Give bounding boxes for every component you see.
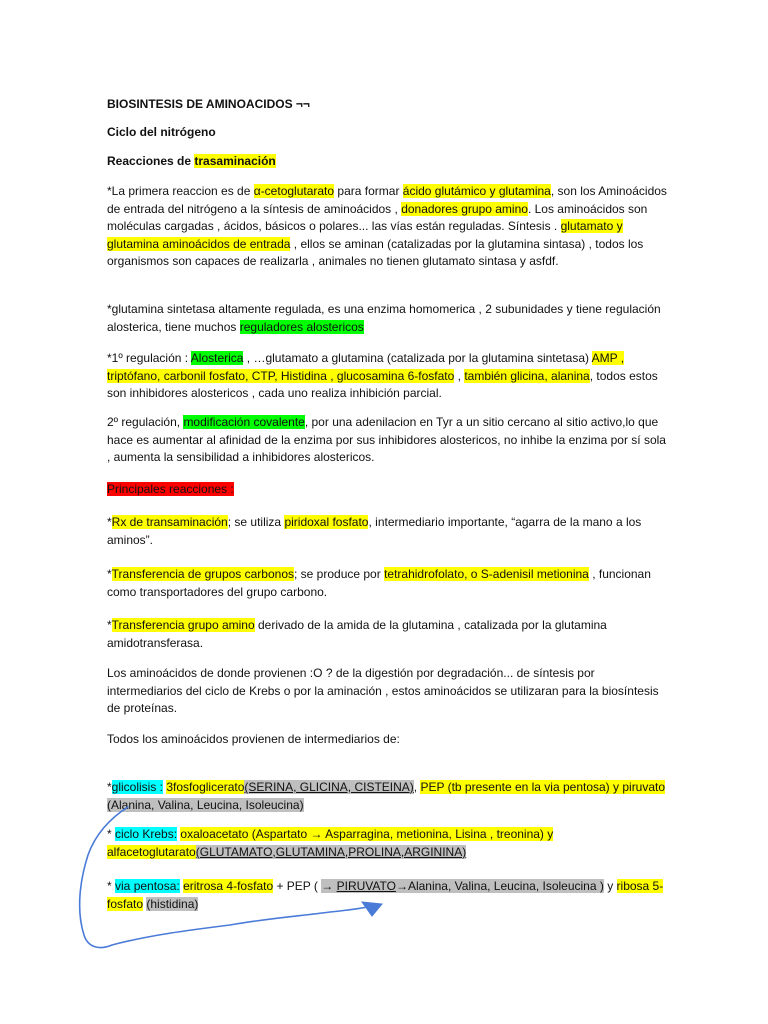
highlight-glicolisis: glicolisis : xyxy=(111,780,164,794)
text-run: *1º regulación : xyxy=(107,351,191,365)
highlight-piruvato: PIRUVATO xyxy=(336,879,396,893)
text-run: , todos estos son inhibidores alostericos , cada uno realiza inhibición parcial. xyxy=(107,368,658,400)
text-run: , …glutamato a glutamina (catalizada por la glutamina sintetasa) xyxy=(243,351,592,365)
highlight-3fosfoglicerato: 3fosfoglicerato xyxy=(166,780,245,794)
highlight-alanina-group: (Alanina, Valina, Leucina, Isoleucina) xyxy=(107,797,304,812)
highlight-transferencia-amino: Transferencia grupo amino xyxy=(111,618,255,632)
text-run: Todos los aminoácidos provienen de intermediarios de: xyxy=(107,732,400,746)
text-run: para formar xyxy=(334,184,403,198)
highlight-glutamato-glutamina: glutamato y glutamina aminoácidos de entrada xyxy=(107,219,623,251)
highlight-reguladores: reguladores alostericos xyxy=(239,319,364,334)
highlight-glicina-alanina: también glicina, alanina xyxy=(464,368,590,383)
highlight-alanina-pentosa: →Alanina, Valina, Leucina, Isoleucina ) xyxy=(395,879,604,893)
paragraph-glicolisis xyxy=(107,779,667,814)
principales-heading xyxy=(107,481,667,499)
text-run: ; se produce por xyxy=(294,567,385,581)
highlight-ciclo-krebs: ciclo Krebs: xyxy=(115,827,178,841)
highlight-tetrahidrofolato: tetrahidrofolato, o S-adenisil metionina xyxy=(384,567,589,581)
text-run: * xyxy=(107,827,116,841)
subtitle-text: Ciclo del nitrógeno xyxy=(107,125,216,139)
text-run: + PEP ( xyxy=(273,879,322,893)
paragraph-primera-regulacion xyxy=(107,350,667,403)
text-run: y xyxy=(603,879,617,893)
paragraph-via-pentosa xyxy=(107,878,667,913)
reacciones-heading xyxy=(107,153,667,171)
highlight-acido-glutamico: ácido glutámico y glutamina xyxy=(402,184,551,198)
paragraph-intermediarios xyxy=(107,731,667,749)
highlight-oxaloacetato: oxaloacetato (Aspartato → Asparragina, metionina, Lisina , treonina) y alfacetoglutarato xyxy=(107,827,554,859)
text-run: * xyxy=(107,567,112,581)
highlight-transferencia-carbonos: Transferencia de grupos carbonos xyxy=(111,567,294,581)
highlight-via-pentosa: via pentosa: xyxy=(115,879,180,893)
text-run: ; se utiliza xyxy=(227,515,285,529)
text-run: . Los aminoácidos son moléculas cargadas , ácidos, básicos o polares... las vías están reguladas. Síntesis . xyxy=(107,201,648,233)
highlight-donadores: donadores grupo amino xyxy=(401,201,528,216)
text-run: , funcionan como transportadores del grupo carbono. xyxy=(107,567,651,599)
paragraph-segunda-regulacion xyxy=(107,414,667,467)
highlight-inhibidores: AMP , triptófano, carbonil fosfato, CTP, Histidina , glucosamina 6-fosfato xyxy=(107,351,625,383)
text-run: , por una adenilacion en Tyr a un sitio cercano al sitio activo,lo que hace es aumentar al afinidad de la enzima por sus inhibidores alostericos, no inhibe la enzima por sí sola , aumenta la sensibilidad a inhibidores alostericos. xyxy=(107,415,666,464)
document-subtitle xyxy=(107,124,667,142)
highlight-modificacion-covalente: modificación covalente xyxy=(183,415,305,429)
text-run: derivado de la amida de la glutamina , catalizada por la glutamina amidotransferasa. xyxy=(107,618,607,650)
highlight-glutamato-group: (GLUTAMATO,GLUTAMINA,PROLINA,ARGININA) xyxy=(195,844,467,859)
highlight-alosterica: Alosterica xyxy=(190,351,244,365)
highlight-eritrosa: eritrosa 4-fosfato xyxy=(183,879,274,893)
highlight-trasaminacion: trasaminación xyxy=(194,154,276,168)
text-run: * xyxy=(107,879,116,893)
highlight-serina-glicina-cisteina: (SERINA, GLICINA, CISTEINA) xyxy=(244,780,414,794)
paragraph-ciclo-krebs xyxy=(107,826,667,861)
text-run: * xyxy=(107,515,112,529)
paragraph-glutamina-sintetasa xyxy=(107,301,667,336)
text-run: * xyxy=(107,780,112,794)
highlight-pep-piruvato: PEP (tb presente en la via pentosa) y piruvato xyxy=(420,780,666,794)
paragraph-transferencia-carbonos xyxy=(107,566,667,601)
text-run: *La primera reaccion es de xyxy=(107,184,254,198)
paragraph-origen-aminoacidos xyxy=(107,665,667,718)
text-run: , xyxy=(454,368,465,383)
text-run: Los aminoácidos de donde provienen :O ? de la digestión por degradación... de síntesis por intermediarios del ciclo de Krebs o por la aminación , estos aminoácidos se utilizaran para la biosíntesis de proteínas. xyxy=(107,666,659,715)
highlight-ribosa: ribosa 5-fosfato xyxy=(107,879,664,911)
text-run: , son los Aminoácidos de entrada del nitrógeno a la síntesis de aminoácidos , xyxy=(107,184,667,216)
highlight-rx-transaminacion: Rx de transaminación xyxy=(111,515,228,529)
highlight-histidina: (histidina) xyxy=(146,896,199,911)
reacciones-prefix: Reacciones de xyxy=(107,154,195,168)
paragraph-primera-reaccion xyxy=(107,183,667,271)
text-run: *glutamina sintetasa altamente regulada, es una enzima homomerica , 2 subunidades y tiene regulación alosterica, tiene muchos xyxy=(107,302,661,334)
text-run: , ellos se aminan (catalizadas por la glutamina sintasa) , todos los organismos son capaces de realizarla , animales no tienen glutamato sintasa y asfdf. xyxy=(107,236,644,268)
text-run: * xyxy=(107,618,112,632)
text-run: 2º regulación, xyxy=(107,415,184,429)
highlight-principales: Principales reacciones : xyxy=(107,482,234,496)
highlight-alfa-cetoglutarato: α-cetoglutarato xyxy=(253,184,335,198)
highlight-piridoxal: piridoxal fosfato xyxy=(284,515,369,529)
text-run: , xyxy=(413,780,421,794)
text-run: , intermediario importante, “agarra de la mano a los aminos”. xyxy=(107,515,642,547)
paragraph-transferencia-amino xyxy=(107,617,667,652)
highlight-arrow: → xyxy=(321,879,337,893)
paragraph-rx-transaminacion xyxy=(107,514,667,549)
document-title xyxy=(107,96,667,114)
title-text: BIOSINTESIS DE AMINOACIDOS ¬¬ xyxy=(107,97,310,111)
